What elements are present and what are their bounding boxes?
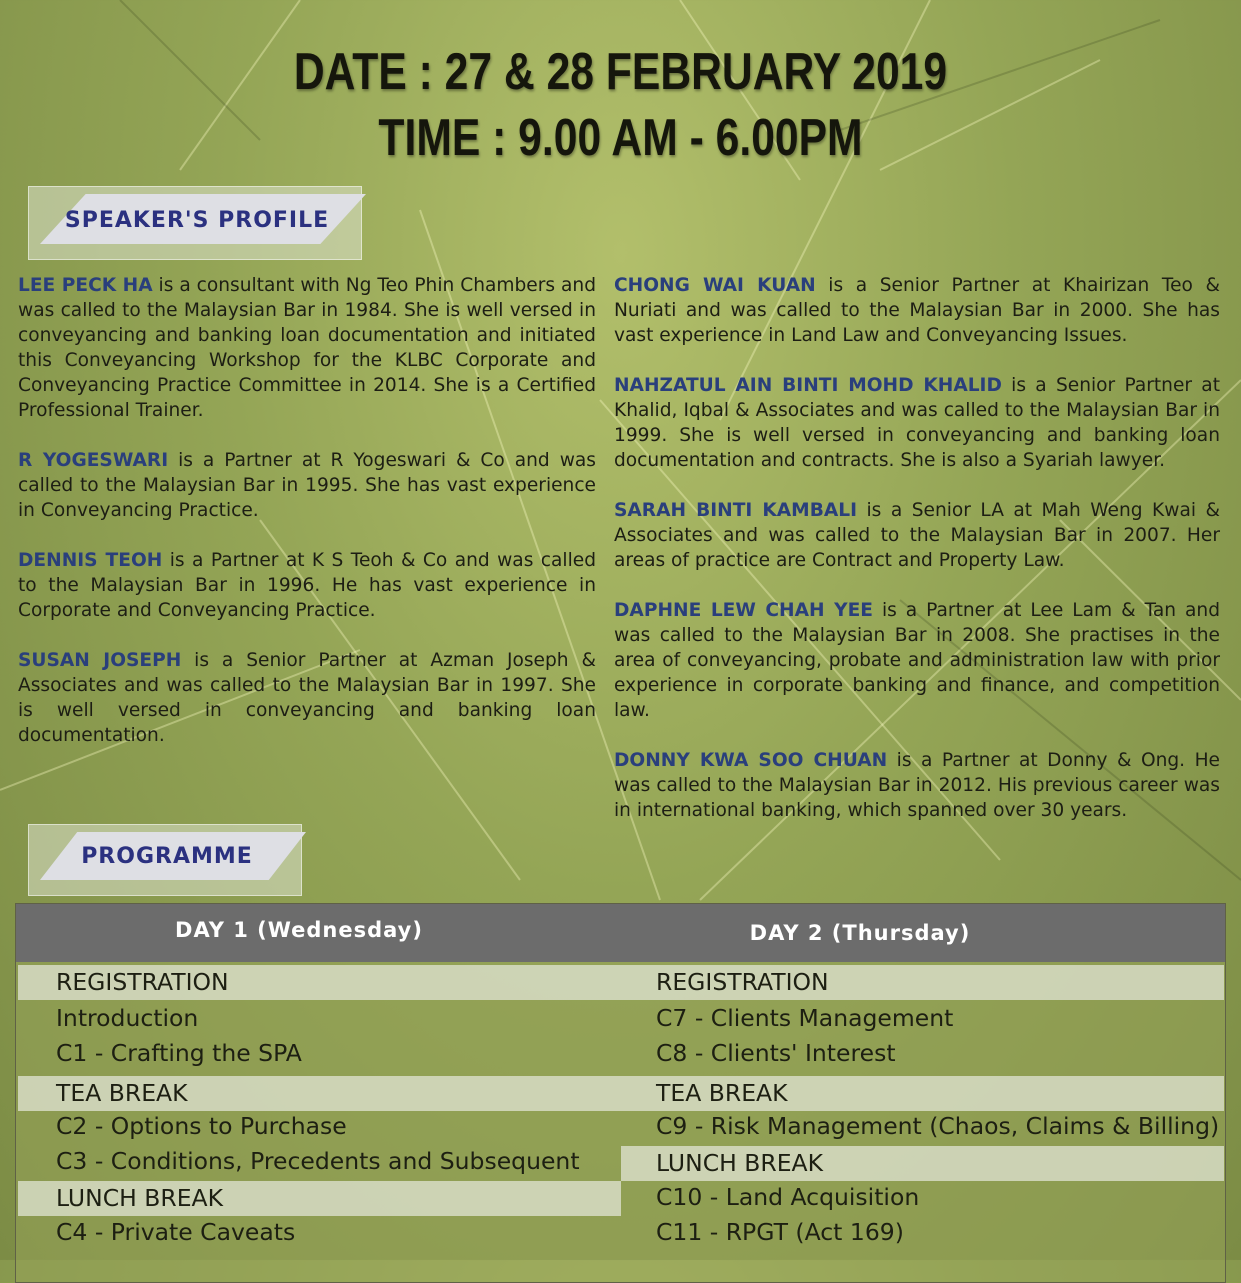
speaker-name: NAHZATUL AIN BINTI MOHD KHALID — [614, 375, 1002, 396]
event-date: DATE : 27 & 28 FEBRUARY 2019 — [293, 43, 948, 101]
day2-item: LUNCH BREAK — [621, 1146, 1224, 1181]
speaker-description: is a Partner at Lee Lam & Tan and was called to the Malaysian Bar in 2008. She practises in the area of conveyancing, probate and administration law with prior experience in corporate banking and finance, and competition law. — [614, 600, 1220, 721]
speaker-name: DENNIS TEOH — [18, 550, 163, 571]
speaker-bio — [614, 598, 1220, 723]
speaker-name: SARAH BINTI KAMBALI — [614, 500, 858, 521]
speaker-bio — [614, 748, 1220, 823]
speakers-right-column — [614, 273, 1220, 848]
speaker-description: is a Partner at K S Teoh & Co and was called to the Malaysian Bar in 1996. He has vast experience in Corporate and Conveyancing Practice. — [18, 550, 597, 621]
speaker-description: is a Senior LA at Mah Weng Kwai & Associates and was called to the Malaysian Bar in 2007. Her areas of practice are Contract and Property Law. — [614, 500, 1220, 571]
speaker-description: is a Senior Partner at Khalid, Iqbal & Associates and was called to the Malaysian Bar in 1999. She is well versed in conveyancing and banking loan documentation and contracts. She is also a Syariah lawyer. — [614, 375, 1220, 471]
speaker-name: R YOGESWARI — [18, 450, 169, 471]
speaker-description: is a Senior Partner at Khairizan Teo & Nuriati and was called to the Malaysian Bar in 2000. She has vast experience in Land Law and Conveyancing Issues. — [614, 275, 1220, 346]
day2-item: C9 - Risk Management (Chaos, Claims & Billing) — [656, 1112, 1220, 1140]
day1-item: C1 - Crafting the SPA — [56, 1039, 302, 1067]
speakers-profile-banner — [28, 186, 362, 260]
speakers-left-column — [18, 273, 596, 773]
event-time: TIME : 9.00 AM - 6.00PM — [378, 109, 863, 167]
day1-item: LUNCH BREAK — [18, 1181, 621, 1216]
speaker-bio — [18, 548, 596, 623]
speaker-name: CHONG WAI KUAN — [614, 275, 816, 296]
speaker-description: is a Partner at Donny & Ong. He was called to the Malaysian Bar in 2012. His previous career was in international banking, which spanned over 30 years. — [614, 750, 1221, 821]
speaker-name: DAPHNE LEW CHAH YEE — [614, 600, 873, 621]
speaker-description: is a consultant with Ng Teo Phin Chambers and was called to the Malaysian Bar in 1984. She is well versed in conveyancing and banking loan documentation and initiated this Conveyancing Workshop for the KLBC Corporate and Conveyancing Practice Committee in 2014. She is a Certified Professional Trainer. — [18, 275, 596, 421]
speakers-profile-heading: SPEAKER'S PROFILE — [64, 208, 330, 233]
speaker-name: SUSAN JOSEPH — [18, 650, 182, 671]
speaker-name: LEE PECK HA — [18, 275, 153, 296]
speaker-bio — [614, 273, 1220, 348]
day1-item: C2 - Options to Purchase — [56, 1112, 347, 1140]
speaker-bio — [614, 373, 1220, 473]
speaker-bio — [614, 498, 1220, 573]
day2-item: C8 - Clients' Interest — [656, 1039, 896, 1067]
programme-table-header — [16, 904, 1225, 962]
day2-item: C10 - Land Acquisition — [656, 1183, 920, 1211]
day1-title: DAY 1 (Wednesday) — [175, 918, 423, 942]
speaker-bio — [18, 448, 596, 523]
day1-item: REGISTRATION — [18, 965, 621, 1000]
programme-table — [15, 903, 1226, 1283]
speaker-description: is a Partner at R Yogeswari & Co and was called to the Malaysian Bar in 1995. She has vast experience in Conveyancing Practice. — [18, 450, 596, 521]
day1-item: TEA BREAK — [18, 1076, 621, 1111]
speaker-name: DONNY KWA SOO CHUAN — [614, 750, 888, 771]
programme-heading: PROGRAMME — [81, 844, 253, 869]
day1-item: C4 - Private Caveats — [56, 1218, 296, 1246]
day2-item: TEA BREAK — [621, 1076, 1224, 1111]
day1-item: C3 - Conditions, Precedents and Subsequent — [56, 1147, 580, 1175]
programme-banner — [28, 824, 302, 896]
speaker-bio — [18, 273, 596, 423]
day2-title: DAY 2 (Thursday) — [749, 921, 971, 945]
speaker-description: is a Senior Partner at Azman Joseph & Associates and was called to the Malaysian Bar in 1997. She is well versed in conveyancing and banking loan documentation. — [18, 650, 596, 746]
day1-item: Introduction — [56, 1004, 199, 1032]
day2-item: C11 - RPGT (Act 169) — [656, 1218, 904, 1246]
day2-item: REGISTRATION — [621, 965, 1224, 1000]
speaker-bio — [18, 648, 596, 748]
day2-item: C7 - Clients Management — [656, 1004, 954, 1032]
